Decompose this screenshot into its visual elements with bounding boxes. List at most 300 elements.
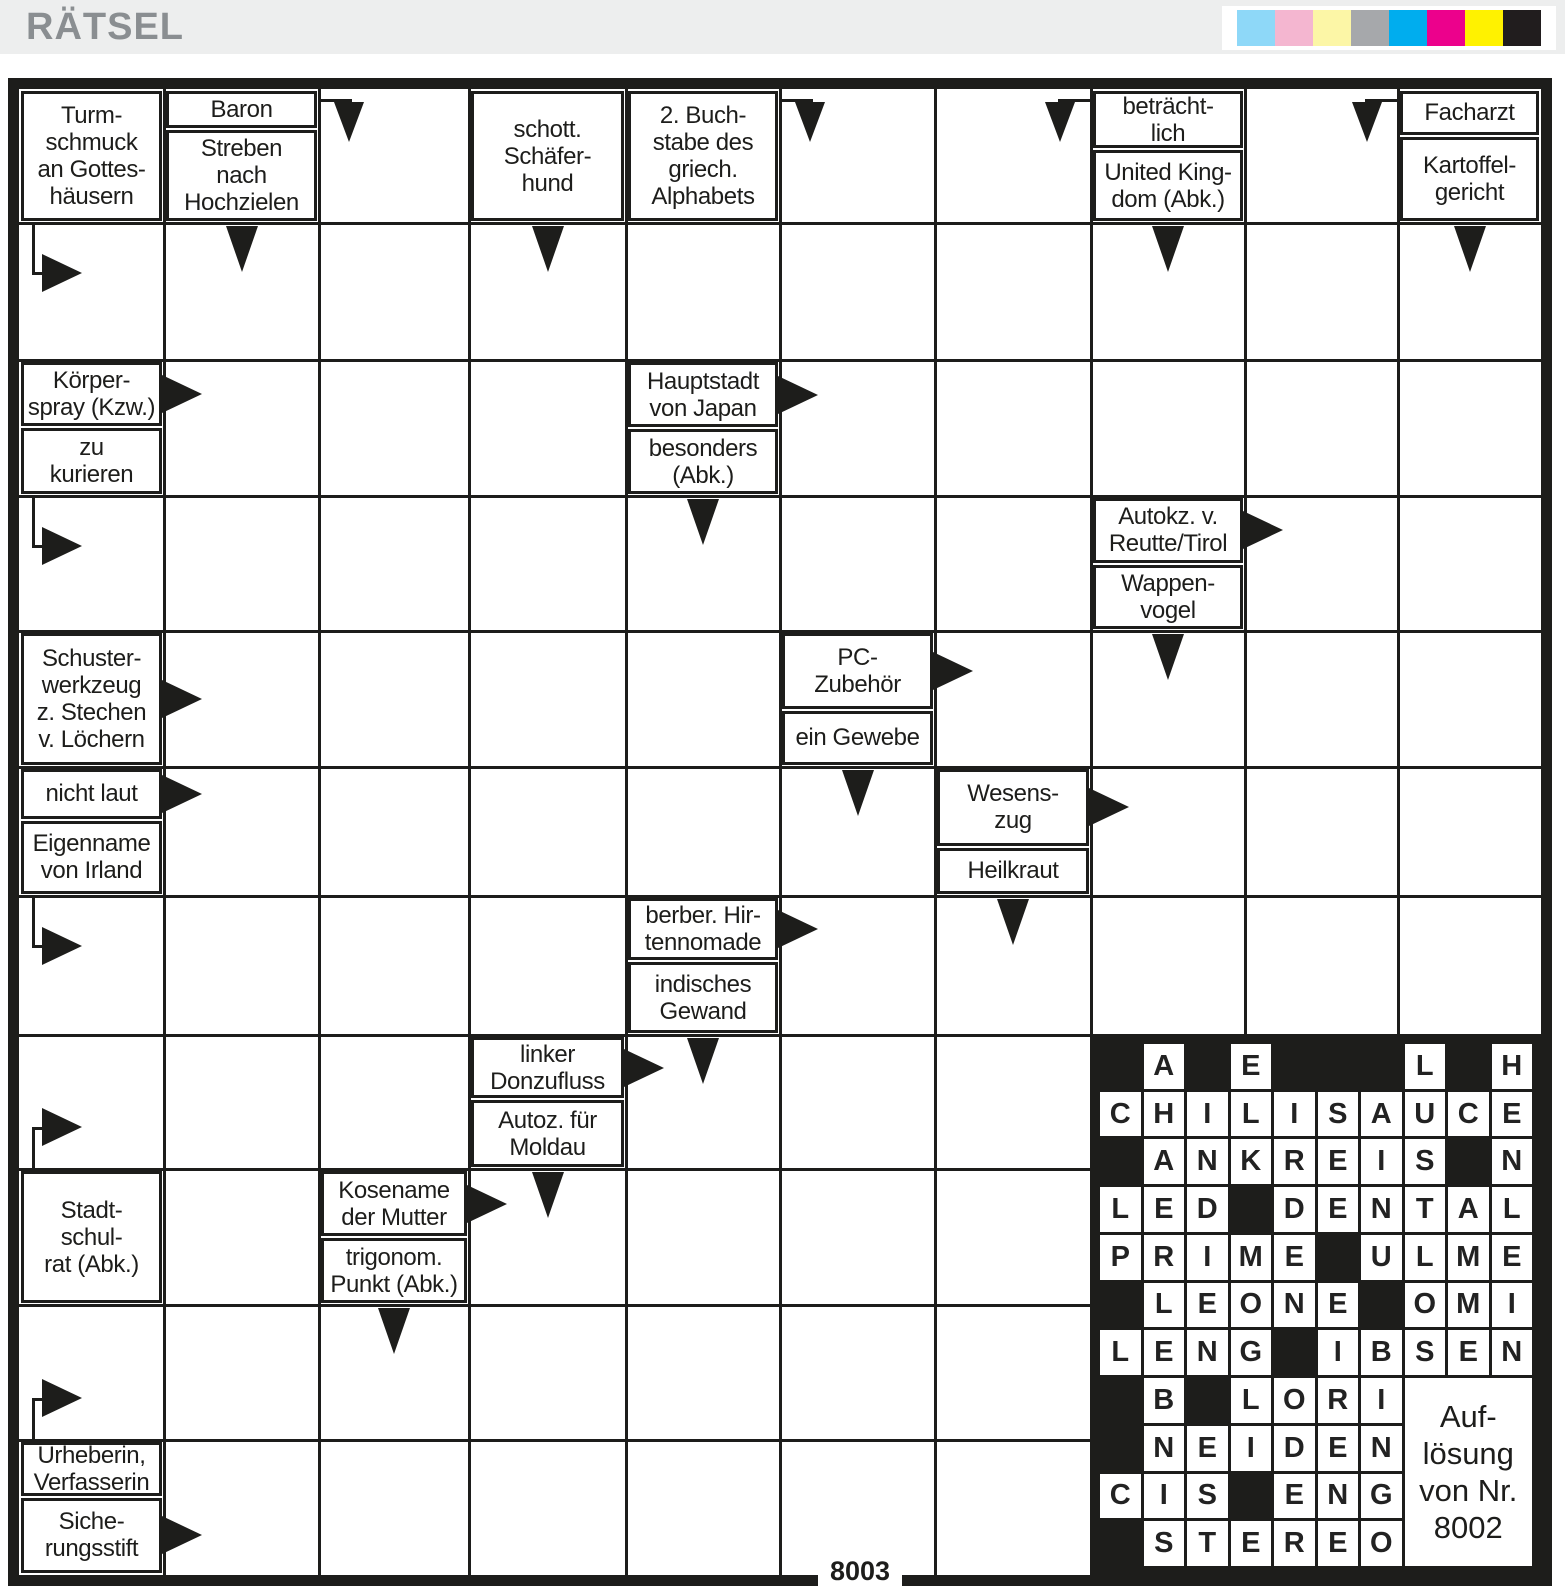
solution-letter: O xyxy=(1239,1288,1263,1321)
solution-letter: O xyxy=(1413,1288,1437,1321)
solution-letter-cell xyxy=(1318,1283,1359,1328)
solution-letter: N xyxy=(1196,1336,1218,1369)
solution-letter: E xyxy=(1328,1527,1348,1560)
down-arrow-icon xyxy=(226,226,258,272)
solution-letter-cell xyxy=(1100,1330,1141,1375)
solution-letter: C xyxy=(1457,1097,1479,1130)
clue-cell xyxy=(21,633,162,765)
clue-text: Autokz. v. Reutte/Tirol xyxy=(1108,503,1228,558)
solution-letter-cell xyxy=(1274,1092,1315,1137)
solution-block-cell xyxy=(1448,1044,1489,1089)
solution-letter-cell xyxy=(1448,1235,1489,1280)
solution-letter-cell xyxy=(1318,1330,1359,1375)
solution-letter-cell xyxy=(1231,1283,1272,1328)
color-swatch xyxy=(1275,10,1313,46)
solution-letter: H xyxy=(1153,1097,1175,1130)
solution-letter-cell xyxy=(1274,1139,1315,1184)
clue-text: schott. Schäfer- hund xyxy=(503,115,592,197)
elbow-down-arrow-icon xyxy=(334,102,364,142)
solution-letter-cell xyxy=(1187,1187,1228,1232)
solution-block-cell xyxy=(1187,1378,1228,1423)
solution-letter: I xyxy=(1290,1097,1299,1130)
solution-letter-cell xyxy=(1187,1330,1228,1375)
solution-letter-cell xyxy=(1318,1187,1359,1232)
solution-letter: I xyxy=(1246,1431,1255,1464)
solution-letter: L xyxy=(1111,1193,1130,1226)
grid-line xyxy=(163,89,166,1575)
solution-letter: R xyxy=(1327,1383,1349,1416)
solution-letter: L xyxy=(1415,1240,1434,1273)
solution-letter-cell xyxy=(1144,1139,1185,1184)
clue-text: Streben nach Hochzielen xyxy=(184,135,299,217)
solution-letter: A xyxy=(1370,1097,1392,1130)
solution-letter: R xyxy=(1153,1240,1175,1273)
solution-note-line: von Nr. xyxy=(1419,1473,1518,1509)
solution-letter-cell xyxy=(1144,1187,1185,1232)
clue-cell xyxy=(21,1442,162,1496)
grid-line xyxy=(19,895,1541,898)
solution-block-cell xyxy=(1274,1330,1315,1375)
solution-letter-cell xyxy=(1231,1235,1272,1280)
solution-letter-cell xyxy=(1448,1187,1489,1232)
solution-letter-cell xyxy=(1187,1426,1228,1471)
solution-letter: E xyxy=(1502,1097,1522,1130)
right-arrow-icon xyxy=(1089,788,1129,826)
down-arrow-icon xyxy=(378,1308,410,1354)
clue-cell xyxy=(21,1498,162,1573)
solution-block-cell xyxy=(1231,1474,1272,1519)
down-arrow-icon xyxy=(842,770,874,816)
solution-letter: O xyxy=(1282,1383,1306,1416)
solution-letter-cell xyxy=(1187,1283,1228,1328)
solution-block-cell xyxy=(1361,1044,1402,1089)
solution-letter-cell xyxy=(1144,1235,1185,1280)
solution-letter: S xyxy=(1415,1336,1435,1369)
solution-note xyxy=(1405,1378,1533,1566)
grid-line xyxy=(468,89,471,1575)
clue-text: Urheberin, Verfasserin xyxy=(33,1442,150,1496)
solution-letter: A xyxy=(1153,1145,1175,1178)
solution-letter: P xyxy=(1110,1240,1130,1273)
solution-letter: M xyxy=(1238,1240,1263,1273)
grid-line xyxy=(625,89,628,1575)
solution-letter: C xyxy=(1109,1097,1131,1130)
solution-letter: M xyxy=(1456,1288,1481,1321)
flag-arrow-icon xyxy=(42,1108,82,1146)
solution-letter-cell xyxy=(1187,1235,1228,1280)
solution-letter: L xyxy=(1241,1383,1260,1416)
solution-letter-cell xyxy=(1405,1187,1446,1232)
down-arrow-icon xyxy=(1152,226,1184,272)
solution-letter: G xyxy=(1239,1336,1263,1369)
flag-arrow-icon xyxy=(42,254,82,292)
solution-block-cell xyxy=(1231,1187,1272,1232)
flag-arrow-icon xyxy=(42,527,82,565)
clue-text: PC- Zubehör xyxy=(814,643,901,698)
color-swatch xyxy=(1465,10,1503,46)
clue-text: Wappen- vogel xyxy=(1121,569,1215,624)
solution-letter: B xyxy=(1153,1383,1175,1416)
grid-line xyxy=(318,89,321,1575)
solution-letter: E xyxy=(1154,1193,1174,1226)
clue-text: indisches Gewand xyxy=(654,970,752,1025)
clue-text: besonders (Abk.) xyxy=(648,434,758,489)
down-arrow-icon xyxy=(687,1038,719,1084)
flag-arrow-icon xyxy=(42,927,82,965)
solution-letter: T xyxy=(1198,1527,1217,1560)
solution-letter: K xyxy=(1240,1145,1262,1178)
solution-block-cell xyxy=(1318,1044,1359,1089)
solution-letter-cell xyxy=(1492,1044,1533,1089)
clue-cell xyxy=(628,429,778,494)
solution-letter: D xyxy=(1283,1193,1305,1226)
solution-letter-cell xyxy=(1144,1044,1185,1089)
solution-letter-cell xyxy=(1274,1474,1315,1519)
solution-letter: E xyxy=(1154,1336,1174,1369)
solution-letter: U xyxy=(1370,1240,1392,1273)
solution-note-line: Auf- xyxy=(1439,1399,1497,1435)
elbow-down-arrow-icon xyxy=(1352,102,1382,142)
clue-cell xyxy=(21,91,162,221)
solution-letter-cell xyxy=(1361,1139,1402,1184)
solution-letter: L xyxy=(1154,1288,1173,1321)
puzzle-number: 8003 xyxy=(818,1560,902,1587)
clue-cell xyxy=(21,428,162,494)
grid-line xyxy=(19,359,1541,362)
solution-block-cell xyxy=(1100,1521,1141,1566)
clue-cell xyxy=(166,130,317,221)
solution-letter: I xyxy=(1377,1383,1386,1416)
color-swatch xyxy=(1503,10,1541,46)
solution-letter-cell xyxy=(1144,1330,1185,1375)
solution-letter: E xyxy=(1197,1431,1217,1464)
solution-letter-cell xyxy=(1492,1283,1533,1328)
solution-letter-cell xyxy=(1274,1426,1315,1471)
clue-text: nicht laut xyxy=(45,780,138,808)
clue-text: Hauptstadt von Japan xyxy=(646,367,760,422)
clue-text: zu kurieren xyxy=(49,433,134,488)
solution-letter: T xyxy=(1415,1193,1434,1226)
solution-letter: S xyxy=(1197,1479,1217,1512)
clue-cell xyxy=(628,362,778,427)
solution-letter-cell xyxy=(1318,1521,1359,1566)
clue-text: Schuster- werkzeug z. Stechen v. Löchern xyxy=(36,645,147,753)
solution-letter: I xyxy=(1203,1240,1212,1273)
right-arrow-icon xyxy=(624,1049,664,1087)
clue-cell xyxy=(628,898,778,960)
color-swatch xyxy=(1313,10,1351,46)
solution-letter-cell xyxy=(1318,1092,1359,1137)
clue-cell xyxy=(937,769,1089,846)
clue-text: Wesens- zug xyxy=(967,780,1059,835)
solution-letter-cell xyxy=(1361,1474,1402,1519)
solution-letter: S xyxy=(1328,1097,1348,1130)
down-arrow-icon xyxy=(687,499,719,545)
solution-letter: E xyxy=(1328,1193,1348,1226)
solution-block-cell xyxy=(1187,1044,1228,1089)
right-arrow-icon xyxy=(778,910,818,948)
solution-letter: B xyxy=(1370,1336,1392,1369)
clue-cell xyxy=(321,1171,467,1236)
solution-letter-cell xyxy=(1492,1187,1533,1232)
down-arrow-icon xyxy=(997,899,1029,945)
solution-letter-cell xyxy=(1231,1426,1272,1471)
solution-letter: E xyxy=(1502,1240,1522,1273)
right-arrow-icon xyxy=(162,375,202,413)
grid-line xyxy=(779,89,782,1575)
solution-letter-cell xyxy=(1100,1235,1141,1280)
elbow-down-arrow-icon xyxy=(1045,102,1075,142)
elbow-down-arrow-icon xyxy=(795,102,825,142)
clue-text: United King- dom (Abk.) xyxy=(1104,158,1232,213)
clue-text: ein Gewebe xyxy=(795,724,920,752)
solution-letter-cell xyxy=(1274,1283,1315,1328)
solution-letter-cell xyxy=(1361,1378,1402,1423)
solution-block-cell xyxy=(1100,1426,1141,1471)
solution-letter-cell xyxy=(1187,1474,1228,1519)
clue-cell xyxy=(1093,150,1243,221)
clue-text: berber. Hir- tennomade xyxy=(644,902,762,957)
down-arrow-icon xyxy=(532,1172,564,1218)
clue-text: linker Donzufluss xyxy=(490,1040,605,1095)
right-arrow-icon xyxy=(1243,511,1283,549)
solution-letter: U xyxy=(1414,1097,1436,1130)
down-arrow-icon xyxy=(532,226,564,272)
solution-letter-cell xyxy=(1187,1521,1228,1566)
solution-letter: E xyxy=(1284,1240,1304,1273)
print-color-bar xyxy=(1222,6,1556,50)
solution-letter-cell xyxy=(1361,1330,1402,1375)
solution-letter-cell xyxy=(1318,1378,1359,1423)
right-arrow-icon xyxy=(933,652,973,690)
solution-letter-cell xyxy=(1187,1139,1228,1184)
clue-cell xyxy=(1093,565,1243,630)
clue-cell xyxy=(628,962,778,1033)
clue-cell xyxy=(471,1100,624,1167)
page-title: RÄTSEL xyxy=(26,6,184,48)
solution-letter-cell xyxy=(1274,1235,1315,1280)
grid-line xyxy=(19,495,1541,498)
solution-letter: M xyxy=(1456,1240,1481,1273)
clue-text: Eigenname von Irland xyxy=(32,830,151,885)
solution-letter-cell xyxy=(1144,1378,1185,1423)
clue-text: Kosename der Mutter xyxy=(338,1176,450,1231)
right-arrow-icon xyxy=(778,376,818,414)
solution-letter: O xyxy=(1369,1527,1393,1560)
solution-letter: L xyxy=(1241,1097,1260,1130)
solution-letter-cell xyxy=(1361,1426,1402,1471)
solution-letter-cell xyxy=(1405,1283,1446,1328)
down-arrow-icon xyxy=(1152,634,1184,680)
solution-letter: D xyxy=(1283,1431,1305,1464)
clue-cell xyxy=(21,362,162,426)
clue-cell xyxy=(166,91,317,128)
solution-letter: L xyxy=(1502,1193,1521,1226)
clue-cell xyxy=(1093,498,1243,563)
solution-letter-cell xyxy=(1144,1426,1185,1471)
clue-cell xyxy=(1400,137,1539,221)
solution-letter: L xyxy=(1111,1336,1130,1369)
grid-line xyxy=(19,766,1541,769)
solution-letter: G xyxy=(1369,1479,1393,1512)
solution-letter-cell xyxy=(1405,1139,1446,1184)
flag-arrow-icon xyxy=(42,1379,82,1417)
solution-letter: E xyxy=(1197,1288,1217,1321)
solution-letter-cell xyxy=(1231,1139,1272,1184)
solution-letter: C xyxy=(1109,1479,1131,1512)
right-arrow-icon xyxy=(162,1516,202,1554)
solution-letter-cell xyxy=(1231,1378,1272,1423)
solution-letter-cell xyxy=(1274,1187,1315,1232)
clue-text: beträcht- lich xyxy=(1122,92,1214,147)
color-swatch xyxy=(1351,10,1389,46)
solution-letter: N xyxy=(1370,1431,1392,1464)
solution-block-cell xyxy=(1100,1044,1141,1089)
clue-cell xyxy=(21,1171,162,1303)
solution-letter-cell xyxy=(1361,1187,1402,1232)
solution-letter-cell xyxy=(1100,1092,1141,1137)
solution-letter: E xyxy=(1284,1479,1304,1512)
clue-cell xyxy=(321,1238,467,1303)
solution-letter-cell xyxy=(1318,1474,1359,1519)
flag-arrow-icon xyxy=(32,1127,35,1169)
clue-text: Autoz. für Moldau xyxy=(498,1106,597,1161)
clue-cell xyxy=(1093,91,1243,148)
right-arrow-icon xyxy=(162,775,202,813)
clue-text: Turm- schmuck an Gottes- häusern xyxy=(37,102,146,210)
color-swatch xyxy=(1427,10,1465,46)
solution-letter-cell xyxy=(1405,1092,1446,1137)
clue-text: Kartoffel- gericht xyxy=(1423,151,1516,206)
clue-text: Siche- rungsstift xyxy=(44,1508,139,1563)
flag-arrow-icon xyxy=(32,223,35,275)
solution-letter-cell xyxy=(1492,1235,1533,1280)
solution-letter-cell xyxy=(1144,1521,1185,1566)
solution-letter: I xyxy=(1203,1097,1212,1130)
clue-text: Stadt- schul- rat (Abk.) xyxy=(44,1196,139,1278)
solution-note-line: 8002 xyxy=(1433,1510,1503,1546)
solution-block-cell xyxy=(1318,1235,1359,1280)
solution-block-cell xyxy=(1274,1044,1315,1089)
clue-cell xyxy=(471,1037,624,1098)
solution-letter: E xyxy=(1458,1336,1478,1369)
solution-letter: N xyxy=(1283,1288,1305,1321)
color-swatch xyxy=(1389,10,1427,46)
solution-letter: I xyxy=(1507,1288,1516,1321)
solution-letter-cell xyxy=(1318,1426,1359,1471)
solution-letter: I xyxy=(1333,1336,1342,1369)
solution-letter-cell xyxy=(1361,1235,1402,1280)
solution-letter-cell xyxy=(1274,1521,1315,1566)
clue-text: 2. Buch- stabe des griech. Alphabets xyxy=(651,102,755,210)
solution-block-cell xyxy=(1361,1283,1402,1328)
solution-letter: S xyxy=(1154,1527,1174,1560)
solution-letter-cell xyxy=(1274,1378,1315,1423)
clue-text: trigonom. Punkt (Abk.) xyxy=(330,1243,458,1298)
solution-letter: H xyxy=(1501,1049,1523,1082)
clue-cell xyxy=(21,821,162,894)
solution-letter-cell xyxy=(1361,1521,1402,1566)
solution-letter: R xyxy=(1283,1527,1305,1560)
solution-block-cell xyxy=(1448,1139,1489,1184)
clue-text: Facharzt xyxy=(1424,99,1515,127)
clue-cell xyxy=(21,769,162,819)
solution-letter: E xyxy=(1328,1145,1348,1178)
solution-letter: E xyxy=(1328,1288,1348,1321)
solution-letter-cell xyxy=(1405,1044,1446,1089)
solution-note-line: lösung xyxy=(1422,1436,1514,1472)
clue-text: Heilkraut xyxy=(967,857,1059,885)
solution-letter: D xyxy=(1196,1193,1218,1226)
grid-line xyxy=(19,222,1541,225)
solution-letter: N xyxy=(1370,1193,1392,1226)
solution-letter-cell xyxy=(1492,1330,1533,1375)
solution-block-cell xyxy=(1100,1378,1141,1423)
solution-letter-cell xyxy=(1231,1044,1272,1089)
solution-block-cell xyxy=(1100,1283,1141,1328)
flag-arrow-icon xyxy=(32,1398,35,1440)
solution-letter: N xyxy=(1196,1145,1218,1178)
solution-block-cell xyxy=(1100,1139,1141,1184)
grid-line xyxy=(19,630,1541,633)
solution-letter-cell xyxy=(1231,1092,1272,1137)
solution-letter-cell xyxy=(1492,1139,1533,1184)
solution-grid xyxy=(1091,1035,1541,1575)
solution-letter: E xyxy=(1241,1049,1261,1082)
solution-letter-cell xyxy=(1144,1092,1185,1137)
clue-cell xyxy=(628,91,778,221)
solution-letter: L xyxy=(1415,1049,1434,1082)
solution-letter-cell xyxy=(1144,1474,1185,1519)
solution-letter-cell xyxy=(1448,1283,1489,1328)
flag-arrow-icon xyxy=(32,496,35,548)
solution-letter-cell xyxy=(1318,1139,1359,1184)
right-arrow-icon xyxy=(467,1185,507,1223)
solution-letter: E xyxy=(1328,1431,1348,1464)
solution-letter: N xyxy=(1501,1145,1523,1178)
solution-letter: S xyxy=(1415,1145,1435,1178)
crossword-grid xyxy=(8,78,1552,1586)
solution-letter: A xyxy=(1457,1193,1479,1226)
solution-letter-cell xyxy=(1492,1092,1533,1137)
solution-letter-cell xyxy=(1405,1235,1446,1280)
solution-letter: I xyxy=(1159,1479,1168,1512)
down-arrow-icon xyxy=(1454,226,1486,272)
flag-arrow-icon xyxy=(32,896,35,948)
solution-letter-cell xyxy=(1187,1092,1228,1137)
solution-letter-cell xyxy=(1144,1283,1185,1328)
clue-text: Baron xyxy=(210,96,273,124)
solution-letter-cell xyxy=(1231,1521,1272,1566)
clue-cell xyxy=(782,633,933,709)
solution-letter-cell xyxy=(1231,1330,1272,1375)
clue-cell xyxy=(1400,91,1539,135)
clue-text: Körper- spray (Kzw.) xyxy=(27,366,156,421)
color-swatch xyxy=(1237,10,1275,46)
solution-letter: N xyxy=(1327,1479,1349,1512)
solution-letter: N xyxy=(1501,1336,1523,1369)
solution-letter: E xyxy=(1241,1527,1261,1560)
solution-letter: I xyxy=(1377,1145,1386,1178)
clue-cell xyxy=(471,91,624,221)
solution-letter: R xyxy=(1283,1145,1305,1178)
solution-letter-cell xyxy=(1448,1092,1489,1137)
solution-letter-cell xyxy=(1361,1092,1402,1137)
solution-letter: A xyxy=(1153,1049,1175,1082)
solution-letter-cell xyxy=(1405,1330,1446,1375)
solution-letter: N xyxy=(1153,1431,1175,1464)
solution-letter-cell xyxy=(1100,1474,1141,1519)
